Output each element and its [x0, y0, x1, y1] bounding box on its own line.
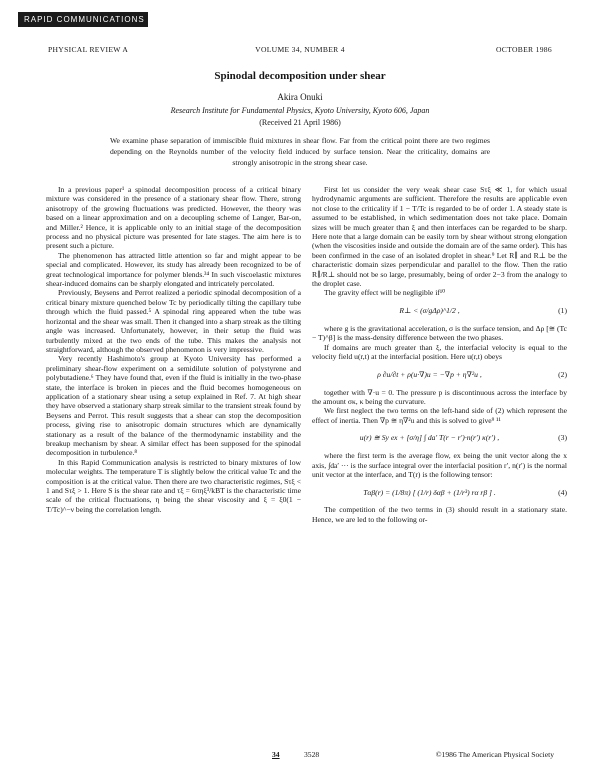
- paragraph: The competition of the two terms in (3) should result in a stationary state. Hence, we are led to the following or-: [312, 505, 567, 524]
- equation-expression: u(r) ≅ Sy ex + [σ/η] ∫ da′ T(r − r′)·n(r′) κ(r′) ,: [359, 433, 500, 443]
- volume-number: VOLUME 34, NUMBER 4: [255, 45, 345, 54]
- abstract: We examine phase separation of immiscible fluid mixtures in shear flow. Far from the critical point there are two regimes depending on the Reynolds number of the velocity field induced by surface tension. Near the criticality, domains are strongly anisotropic in the strong shear case.: [110, 136, 490, 167]
- paragraph: In a previous paper¹ a spinodal decomposition process of a critical binary mixture was considered in the presence of a stationary shear flow. There, strong anisotropy of the growing fluctuations was predicted. However, the theory was based on a linear approximation and on a decoupling scheme of Langer, Bar-on, and Miller.² Hence, it is applicable only to an initial stage of the decomposition process and no physical picture was presented for late stages. The aim here is to present such a picture.: [46, 185, 301, 251]
- paragraph: where g is the gravitational acceleration, σ is the surface tension, and Δρ [≅ (Tc − T)^β] is the mass-density difference between the two phases.: [312, 323, 567, 343]
- paper-title: Spinodal decomposition under shear: [214, 70, 386, 82]
- paragraph: Previously, Beysens and Perrot realized a periodic spinodal decomposition of a critical binary mixture quenched below Tc by periodically tilting the capillary tube through which the fluid passed.⁵ A spinodal ring appeared when the tube was horizontal and the shear was small. Then it changed into a sharp streak as the tilting angle was increased. Unfortunately, however, in their setup the fluid was turbulently mixed at the two ends of the tube. This makes the analysis not straightforward, although the observed phenomenon is very impressive.: [46, 288, 301, 354]
- paragraph: Very recently Hashimoto's group at Kyoto University has performed a preliminary shear-flow experiment on a semidilute solution of polystyrene and polybutadiene.⁶ They have found that, even if the fluid is initially in the two-phase state, the interface is broken in pieces and the fluid becomes homogeneous on application of a stationary shear using a setup explained in Ref. 7. At high shear they have observed a stationary sharp streak similar to the transient streak found by Beysens and Perrot. This result suggests that a shear can stop the decomposition process, giving rise to anisotropic domain structures which are dynamically stationary as a result of the balance of the thermodynamic instability and the breakup mechanism by shear. A similar effect has been supposed for the spinodal decomposition in turbulence.⁸: [46, 354, 301, 458]
- running-head: [48, 45, 552, 57]
- equation-expression: R⊥ < (σ/gΔρ)^1/2 ,: [399, 306, 460, 316]
- right-column: [312, 185, 567, 524]
- paragraph: We first neglect the two terms on the left-hand side of (2) which represent the effect of inertia. Then ∇p ≅ η∇²u and this is solved to give⁹ ¹¹: [312, 406, 567, 425]
- left-column: [46, 185, 301, 514]
- equation-number: (2): [558, 369, 567, 379]
- author-name: Akira Onuki: [277, 92, 323, 102]
- equation-number: (4): [558, 487, 567, 497]
- paragraph: The gravity effect will be negligible if¹⁰: [324, 288, 446, 298]
- paragraph: The phenomenon has attracted little attention so far and might appear to be special and complicated. However, its study has already been recognized to be of great technological importance for polymer blends.³⁴ In such viscoelastic mixtures shear-induced domains can be sharply elongated and intricately percolated.: [46, 250, 301, 289]
- copyright-notice: ©1986 The American Physical Society: [435, 750, 554, 759]
- author-affiliation: Research Institute for Fundamental Physics, Kyoto University, Kyoto 606, Japan: [170, 106, 430, 115]
- page-number: 3528: [304, 750, 320, 759]
- paragraph: First let us consider the very weak shear case Sτξ ≪ 1, for which usual hydrodynamic arguments are sufficient. Therefore the results are applicable even not close to the criticality if 1 − T/Tc is regarded to be of order 1. A steady state is assumed to be established, in which sedimentation does not take place. Domain sizes will be much greater than ξ and then interfaces can be regarded to be sharp. Here note that a large domain can be easily torn by shear without strong elongation (when the viscosities inside and outside the domain are of the same order). This has been confirmed in the case of an isolated droplet in shear.⁹ Let R∥ and R⊥ be the characteristic domain sizes perpendicular and parallel to the flow. Then the ratio R∥/R⊥ should not be so large, presumably, being of order 2−3 from the analogy to the droplet case.: [312, 185, 567, 289]
- equation-2: [312, 364, 567, 386]
- paragraph: In this Rapid Communication analysis is restricted to binary mixtures of low molecular weights. The temperature T is slightly below the critical value Tc and the composition is at the critical value. Then there are two characteristic regimes, Sτξ < 1 and Sτξ > 1. Here S is the shear rate and τξ = 6πηξ³/kBT is the characteristic time scale of the critical fluctuations, η being the shear viscosity and ξ = ξ0(1 − T/Tc)^−ν being the correlation length.: [46, 457, 301, 514]
- paragraph: If domains are much greater than ξ, the interfacial velocity is equal to the velocity field u(r,t) at the interfacial position. Here u(r,t) obeys: [312, 342, 567, 362]
- equation-expression: ρ ∂u/∂t + ρ(u·∇)u = −∇p + η∇²u ,: [377, 369, 482, 379]
- journal-name: PHYSICAL REVIEW A: [48, 45, 129, 54]
- rapid-communications-banner: RAPID COMMUNICATIONS: [18, 12, 148, 27]
- page-footer: [46, 750, 554, 762]
- equation-number: (3): [558, 433, 567, 443]
- equation-number: (1): [558, 306, 567, 316]
- paragraph: together with ∇·u = 0. The pressure p is discontinuous across the interface by the amount σκ, κ being the curvature.: [312, 387, 567, 406]
- received-date: (Received 21 April 1986): [259, 118, 341, 127]
- footer-volume: 34: [272, 750, 280, 759]
- equation-1: [312, 300, 567, 322]
- paragraph: where the first term is the average flow, ex being the unit vector along the x axis, ∫da′ ··· is the surface integral over the interfacial position r′, n(r′) is the normal unit vector at the interface, and T(r) is the following tensor:: [312, 451, 567, 479]
- equation-expression: Tαβ(r) = (1/8π) [ (1/r) δαβ + (1/r³) rα rβ ] .: [363, 487, 496, 497]
- equation-3: [312, 427, 567, 449]
- equation-4: [312, 481, 567, 503]
- issue-date: OCTOBER 1986: [496, 45, 552, 54]
